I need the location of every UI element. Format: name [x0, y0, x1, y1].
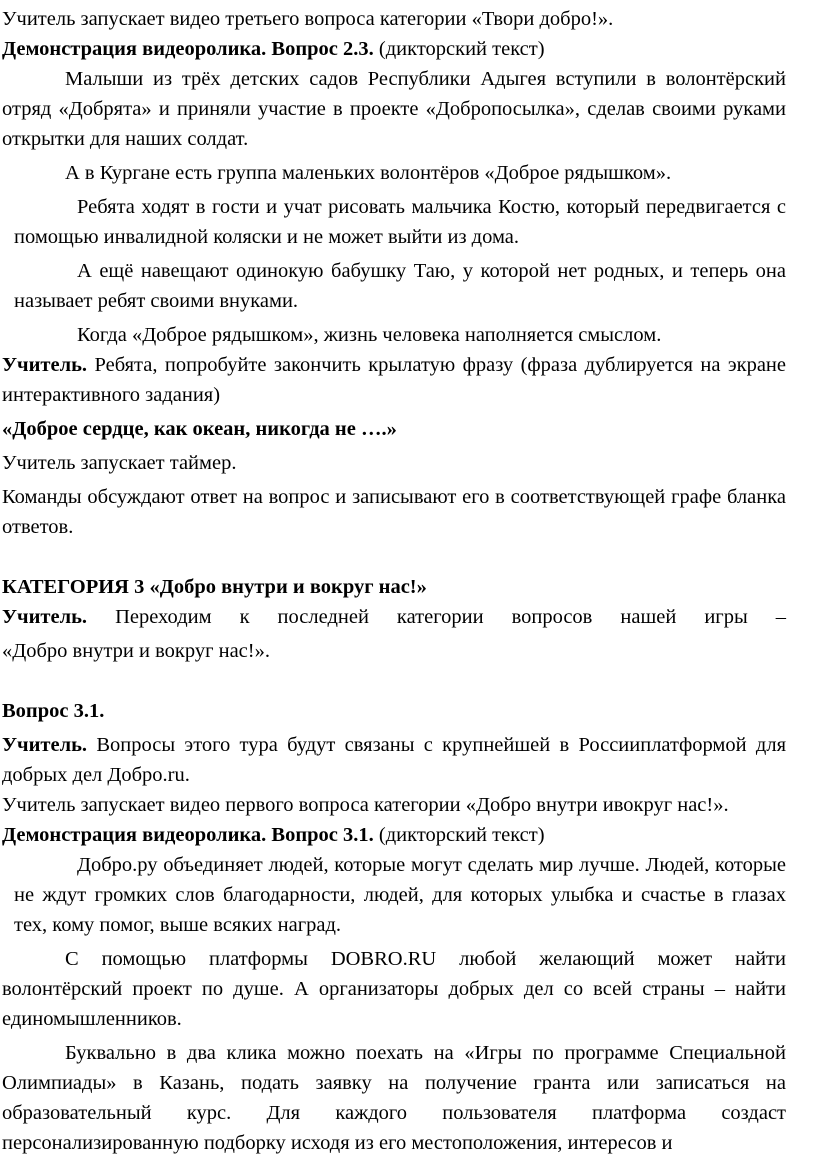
paragraph-dobro-ru: Добро.ру объединяет людей, которые могут сделать мир лучше. Людей, которые не ждут громких слов благодарности, людей, для которых улыбка и счастье в глазах тех, кому помог, выше всяких наград. [14, 854, 786, 936]
phrase-text: «Доброе сердце, как океан, никогда не ….» [2, 418, 397, 440]
paragraph-malyshi: Малыши из трёх детских садов Республики Адыгея вступили в волонтёрский отряд «Добрята» и приняли участие в проекте «Добропосылка», сделав своими руками открытки для наших солдат. [2, 68, 786, 150]
paragraph-teacher-video-q3-1: Учитель запускает видео первого вопроса категории «Добро внутри ивокруг нас!». [2, 794, 729, 816]
paragraph-timer: Учитель запускает таймер. [2, 452, 237, 474]
teacher-dobro-text: Вопросы этого тура будут связаны с крупнейшей в Россииплатформой для добрых дел Добро.ru. [2, 734, 786, 786]
category-3-title: КАТЕГОРИЯ 3 «Добро внутри и вокруг нас!» [2, 576, 427, 598]
paragraph-kurgan: А в Кургане есть группа маленьких волонтёров «Доброе рядышком». [65, 162, 672, 184]
category-3-heading [2, 572, 786, 602]
demo-label-3-1: Демонстрация видеоролика. Вопрос 3.1. [2, 824, 374, 846]
question-3-1-heading [2, 696, 786, 726]
paragraph-teacher-phrase [2, 350, 786, 410]
demo-note-2-3: (дикторский текст) [373, 38, 545, 60]
paragraph-kostya: Ребята ходят в гости и учат рисовать мальчика Костю, который передвигается с помощью инвалидной коляски и не может выйти из дома. [14, 196, 786, 248]
demo-note-3-1: (дикторский текст) [373, 824, 545, 846]
paragraph-babushka: А ещё навещают одинокую бабушку Таю, у которой нет родных, и теперь она называет ребят своими внуками. [14, 260, 786, 312]
teacher-phrase-text: Ребята, попробуйте закончить крылатую фразу (фраза дублируется на экране интерактивного задания) [2, 354, 786, 406]
teacher-label: Учитель. [2, 606, 88, 628]
question-3-1-title: Вопрос 3.1. [2, 700, 105, 722]
paragraph-demo-heading-3-1 [2, 820, 786, 850]
paragraph-teacher-video-q2-3: Учитель запускает видео третьего вопроса категории «Твори добро!». [2, 8, 614, 30]
paragraph-smysl: Когда «Доброе рядышком», жизнь человека наполняется смыслом. [77, 324, 662, 346]
paragraph-teacher-dobro [2, 730, 786, 790]
last-category-text: Переходим к последней категории вопросов нашей игры – [87, 606, 786, 628]
paragraph-demo-heading-2-3 [2, 34, 786, 64]
paragraph-two-clicks: Буквально в два клика можно поехать на «Игры по программе Специальной Олимпиады» в Казань, подать заявку на получение гранта или записаться на образовательный курс. Для каждого пользователя платформа создаст персонализированную подборку исходя из его местоположения, интересов и [2, 1042, 786, 1154]
paragraph-phrase [2, 414, 786, 444]
paragraph-teams: Команды обсуждают ответ на вопрос и записывают его в соответствующей графе бланка ответов. [2, 486, 786, 538]
teacher-label: Учитель. [2, 734, 88, 756]
paragraph-category-name: «Добро внутри и вокруг нас!». [2, 640, 270, 662]
paragraph-platform: С помощью платформы DOBRO.RU любой желающий может найти волонтёрский проект по душе. А организаторы добрых дел со всей страны – найти единомышленников. [2, 948, 786, 1030]
teacher-label: Учитель. [2, 354, 88, 376]
demo-label-2-3: Демонстрация видеоролика. Вопрос 2.3. [2, 38, 374, 60]
paragraph-last-category [2, 602, 786, 632]
